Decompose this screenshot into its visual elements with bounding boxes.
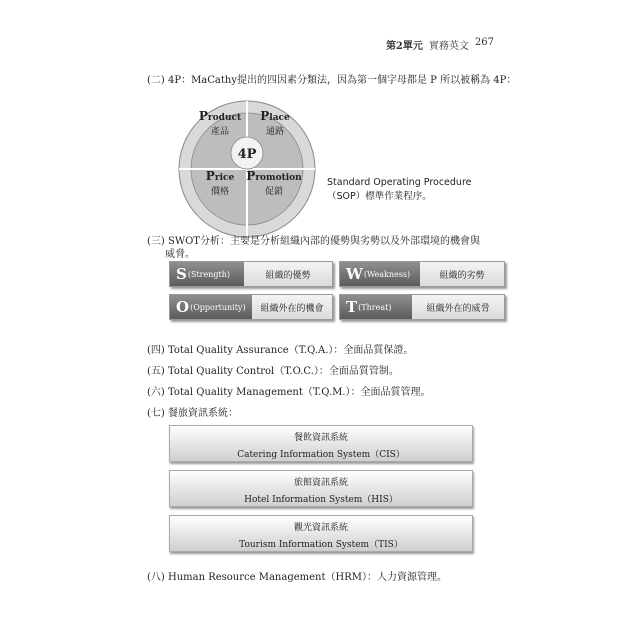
sop-line-1: Standard Operating Procedure — [327, 177, 472, 188]
system-box-hotel — [169, 470, 473, 507]
swot-weakness-letter: W — [346, 265, 363, 283]
swot-opportunity-letter: O — [176, 298, 190, 316]
swot-threat-desc: 組織外在的威脅 — [412, 295, 504, 319]
swot-weakness-desc: 組織的劣勢 — [420, 262, 504, 286]
section-7-text: (七) 餐旅資訊系統： — [147, 408, 238, 419]
swot-weakness-word: (Weakness) — [363, 269, 411, 279]
4p-wheel-svg — [178, 100, 316, 238]
section-3-heading-cont: 威脅。 — [165, 249, 195, 260]
swot-threat-letter: T — [346, 298, 358, 316]
page-header — [386, 37, 494, 52]
swot-threat-word: (Threat) — [358, 302, 392, 312]
4p-diagram — [178, 100, 316, 238]
quadrant-price-label: Price — [205, 169, 235, 183]
sop-line-2: （SOP）標準作業程序。 — [327, 191, 432, 202]
system-box-catering — [169, 425, 473, 462]
swot-weakness — [339, 261, 505, 287]
quadrant-place-zh: 通路 — [265, 127, 285, 137]
wheel-center-label: 4P — [237, 147, 257, 162]
swot-opportunity — [169, 294, 333, 320]
sop-note — [327, 176, 472, 204]
swot-strength — [169, 261, 333, 287]
system-catering-zh: 餐飲資訊系統 — [293, 433, 348, 443]
section-8-text: (八) Human Resource Management（HRM）：人力資源管理。 — [147, 572, 447, 583]
system-hotel-zh: 旅館資訊系統 — [293, 478, 348, 488]
swot-strength-desc: 組織的優勢 — [244, 262, 332, 286]
swot-threat — [339, 294, 505, 320]
section-5-text: (五) Total Quality Control（T.O.C.）：全面品質管制。 — [147, 366, 399, 377]
quadrant-product-zh: 產品 — [210, 127, 230, 137]
section-6-text: (六) Total Quality Management（T.Q.M.）：全面品質管理。 — [147, 387, 431, 398]
swot-opportunity-tag — [170, 295, 252, 319]
section-4-text: (四) Total Quality Assurance（T.Q.A.）：全面品質保證。 — [147, 345, 414, 356]
page-number: 267 — [474, 37, 494, 48]
swot-weakness-tag — [340, 262, 420, 286]
system-hotel-en: Hotel Information System（HIS） — [244, 495, 398, 505]
quadrant-price-zh: 價格 — [210, 187, 230, 197]
system-tourism-zh: 觀光資訊系統 — [293, 523, 348, 533]
swot-strength-tag — [170, 262, 244, 286]
section-2-heading: (二) 4P：MaCathy提出的四因素分類法，因為第一個字母都是 P 所以被稱為 4P： — [147, 75, 517, 86]
system-catering-en: Catering Information System（CIS） — [237, 450, 405, 460]
unit-label: 第2單元 — [385, 41, 423, 52]
section-3-heading: (三) SWOT分析：主要是分析組織內部的優勢與劣勢以及外部環境的機會與 — [147, 236, 480, 247]
quadrant-place-label: Place — [260, 109, 290, 123]
swot-threat-tag — [340, 295, 412, 319]
swot-strength-word: (Strength) — [187, 269, 230, 279]
swot-opportunity-word: (Opportunity) — [190, 302, 246, 312]
swot-strength-letter: S — [176, 265, 187, 283]
quadrant-product-label: Product — [198, 109, 242, 123]
quadrant-promotion-label: Promotion — [246, 169, 302, 183]
quadrant-promotion-zh: 促銷 — [264, 187, 284, 197]
system-box-tourism — [169, 515, 473, 552]
swot-opportunity-desc: 組織外在的機會 — [252, 295, 332, 319]
system-tourism-en: Tourism Information System（TIS） — [239, 540, 403, 550]
subject-label: 實務英文 — [428, 41, 469, 52]
